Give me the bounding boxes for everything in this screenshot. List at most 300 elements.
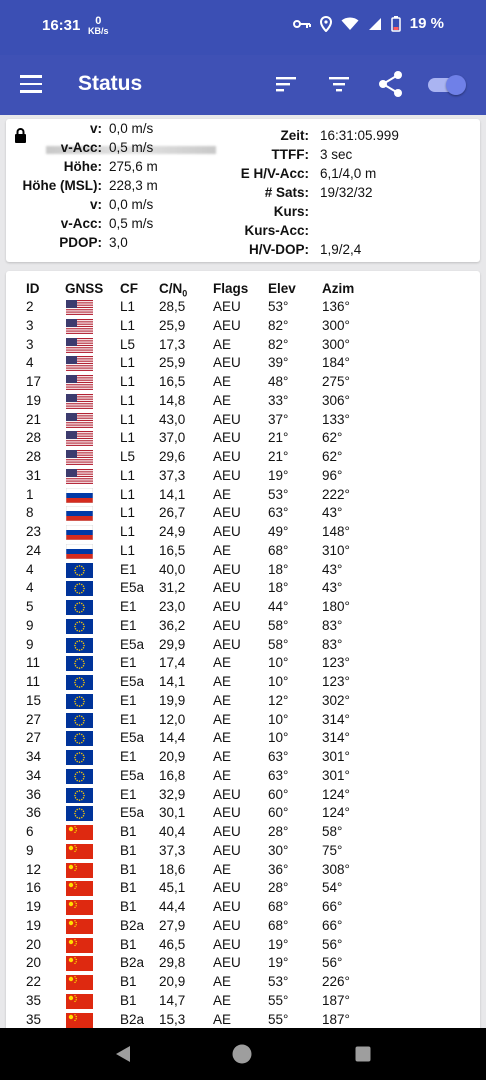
table-row — [6, 804, 480, 823]
cell-azim: 180° — [322, 599, 350, 614]
cell-elev: 21° — [268, 449, 289, 464]
cell-elev: 82° — [268, 336, 289, 352]
cell-azim: 310° — [322, 542, 350, 558]
cell-flags: AEU — [213, 505, 241, 521]
cell-cn0: 29,6 — [159, 449, 186, 464]
table-row — [6, 992, 480, 1011]
cell-cn0: 46,5 — [159, 936, 186, 952]
eu-flag-icon — [66, 750, 93, 765]
cell-cf: L1 — [120, 505, 136, 521]
cell-id: 23 — [26, 524, 42, 539]
cell-cn0: 16,8 — [159, 767, 186, 783]
cell-flags: AEU — [213, 449, 241, 464]
cell-azim: 124° — [322, 786, 350, 802]
col-header-gnss: GNSS — [65, 281, 104, 296]
cell-elev: 82° — [268, 317, 289, 333]
cell-elev: 68° — [268, 899, 289, 914]
cell-azim: 301° — [322, 767, 350, 783]
cell-cn0: 20,9 — [159, 749, 186, 764]
cell-elev: 33° — [268, 392, 289, 408]
signal-icon — [368, 17, 382, 31]
cell-id: 19 — [26, 899, 42, 914]
cell-elev: 68° — [268, 542, 289, 558]
cell-id: 8 — [26, 505, 34, 521]
cell-azim: 83° — [322, 617, 343, 633]
cell-flags: AEU — [213, 561, 241, 577]
cell-flags: AEU — [213, 317, 241, 333]
cell-elev: 30° — [268, 842, 289, 858]
eu-flag-icon — [66, 638, 93, 653]
cell-cf: E1 — [120, 655, 137, 671]
cell-id: 27 — [26, 711, 42, 727]
cell-cn0: 37,0 — [159, 430, 186, 446]
table-row — [6, 504, 480, 523]
table-row — [6, 842, 480, 861]
cell-cf: E5a — [120, 730, 145, 746]
recents-icon[interactable] — [355, 1046, 371, 1062]
cell-id: 11 — [26, 655, 41, 671]
col-header-id: ID — [26, 281, 40, 296]
china-flag-icon — [66, 1013, 93, 1028]
eu-flag-icon — [66, 694, 93, 709]
cell-cf: B2a — [120, 917, 145, 933]
cell-azim: 123° — [322, 655, 350, 671]
status-label: H/V-DOP: — [248, 242, 309, 257]
table-row — [6, 298, 480, 317]
cell-flags: AE — [213, 974, 232, 989]
status-label: # Sats: — [264, 185, 309, 200]
cell-id: 34 — [26, 749, 42, 764]
eu-flag-icon — [66, 619, 93, 634]
russia-flag-icon — [66, 544, 93, 559]
cell-cf: L1 — [120, 374, 136, 389]
eu-flag-icon — [66, 600, 93, 615]
cell-cn0: 32,9 — [159, 786, 186, 802]
cell-cf: E1 — [120, 749, 137, 764]
back-icon[interactable] — [114, 1045, 132, 1063]
cell-elev: 48° — [268, 374, 289, 389]
cell-cf: L1 — [120, 355, 136, 371]
cell-cn0: 45,1 — [159, 880, 186, 896]
cell-id: 36 — [26, 805, 42, 821]
cell-azim: 75° — [322, 842, 343, 858]
cell-cf: L1 — [120, 524, 136, 539]
cell-cn0: 17,3 — [159, 336, 186, 352]
us-flag-icon — [66, 338, 93, 353]
cell-cn0: 23,0 — [159, 599, 186, 614]
battery-icon — [391, 16, 401, 32]
table-row — [6, 561, 480, 580]
status-label: TTFF: — [271, 147, 309, 162]
cell-azim: 58° — [322, 824, 343, 839]
cell-flags: AE — [213, 992, 232, 1008]
net-speed-indicator — [88, 16, 109, 36]
cell-cn0: 14,1 — [159, 674, 186, 689]
system-status-bar — [0, 0, 486, 55]
china-flag-icon — [66, 863, 93, 878]
cell-azim: 54° — [322, 880, 343, 896]
cell-azim: 302° — [322, 692, 350, 708]
cell-cf: L5 — [120, 336, 136, 352]
status-value: 0,5 m/s — [109, 140, 154, 155]
cell-flags: AEU — [213, 936, 241, 952]
cell-azim: 300° — [322, 336, 350, 352]
cell-azim: 314° — [322, 730, 350, 746]
col-header-elev: Elev — [268, 281, 296, 296]
cell-elev: 58° — [268, 617, 289, 633]
cell-azim: 133° — [322, 411, 350, 427]
table-row — [6, 598, 480, 617]
cell-elev: 44° — [268, 599, 289, 614]
status-value: 3 sec — [320, 147, 353, 162]
cell-flags: AE — [213, 711, 232, 727]
cell-elev: 60° — [268, 805, 289, 821]
cell-azim: 187° — [322, 992, 350, 1008]
status-card — [6, 119, 480, 262]
status-value: 16:31:05.999 — [320, 128, 399, 143]
cell-id: 28 — [26, 449, 42, 464]
cell-flags: AE — [213, 655, 232, 671]
cell-elev: 68° — [268, 917, 289, 933]
china-flag-icon — [66, 844, 93, 859]
us-flag-icon — [66, 300, 93, 315]
cell-cn0: 24,9 — [159, 524, 186, 539]
cell-flags: AE — [213, 692, 232, 708]
cell-elev: 36° — [268, 861, 289, 877]
eu-flag-icon — [66, 675, 93, 690]
table-row — [6, 467, 480, 486]
cell-cn0: 27,9 — [159, 917, 186, 933]
cell-flags: AE — [213, 374, 232, 389]
cell-cf: B1 — [120, 824, 137, 839]
cell-elev: 53° — [268, 974, 289, 989]
wifi-icon — [341, 17, 359, 31]
status-label: Höhe: — [63, 159, 102, 174]
status-icons — [293, 15, 444, 32]
us-flag-icon — [66, 356, 93, 371]
cell-flags: AEU — [213, 467, 241, 483]
cell-id: 22 — [26, 974, 42, 989]
cell-azim: 62° — [322, 430, 343, 446]
cell-flags: AEU — [213, 824, 241, 839]
table-row — [6, 373, 480, 392]
status-value: 228,3 m — [109, 178, 158, 193]
cell-flags: AEU — [213, 917, 241, 933]
cell-azim: 187° — [322, 1011, 350, 1027]
cell-flags: AEU — [213, 880, 241, 896]
app-bar — [0, 55, 486, 115]
cell-flags: AE — [213, 486, 232, 502]
eu-flag-icon — [66, 788, 93, 803]
china-flag-icon — [66, 919, 93, 934]
table-row — [6, 486, 480, 505]
cell-elev: 60° — [268, 786, 289, 802]
key-icon — [293, 18, 311, 30]
status-value: 19/32/32 — [320, 185, 373, 200]
cell-id: 16 — [26, 880, 42, 896]
cell-id: 9 — [26, 842, 34, 858]
toggle-switch[interactable] — [428, 75, 466, 95]
us-flag-icon — [66, 431, 93, 446]
table-row — [6, 429, 480, 448]
table-row — [6, 954, 480, 973]
system-navigation-bar — [0, 1028, 486, 1080]
china-flag-icon — [66, 956, 93, 971]
russia-flag-icon — [66, 506, 93, 521]
cell-azim: 96° — [322, 467, 343, 483]
table-row — [6, 729, 480, 748]
cell-flags: AE — [213, 674, 232, 689]
us-flag-icon — [66, 394, 93, 409]
cell-elev: 28° — [268, 880, 289, 896]
cell-id: 35 — [26, 1011, 42, 1027]
cell-azim: 66° — [322, 917, 343, 933]
cell-elev: 19° — [268, 467, 289, 483]
cell-flags: AE — [213, 730, 232, 746]
table-row — [6, 617, 480, 636]
cell-azim: 306° — [322, 392, 350, 408]
status-value: 6,1/4,0 m — [320, 166, 377, 181]
cell-azim: 124° — [322, 805, 350, 821]
table-row — [6, 354, 480, 373]
cell-id: 11 — [26, 674, 41, 689]
cell-id: 35 — [26, 992, 42, 1008]
cell-flags: AEU — [213, 411, 241, 427]
cell-cf: L1 — [120, 299, 136, 314]
cell-cf: L1 — [120, 467, 136, 483]
net-speed-unit: KB/s — [88, 26, 109, 36]
cell-azim: 275° — [322, 374, 350, 389]
cell-cn0: 28,5 — [159, 299, 186, 314]
cell-flags: AE — [213, 392, 232, 408]
status-label: Kurs-Acc: — [244, 223, 309, 238]
table-row — [6, 973, 480, 992]
cell-flags: AEU — [213, 355, 241, 371]
china-flag-icon — [66, 994, 93, 1009]
cell-id: 4 — [26, 580, 34, 596]
table-row — [6, 861, 480, 880]
sort-icon[interactable] — [276, 75, 298, 93]
cell-elev: 53° — [268, 299, 289, 314]
status-value: 0,0 m/s — [109, 121, 154, 136]
cell-cf: B1 — [120, 936, 137, 952]
cell-cf: L1 — [120, 392, 136, 408]
cell-elev: 10° — [268, 655, 289, 671]
cell-id: 27 — [26, 730, 42, 746]
cell-elev: 63° — [268, 767, 289, 783]
cell-cn0: 30,1 — [159, 805, 186, 821]
cell-cf: E1 — [120, 561, 137, 577]
eu-flag-icon — [66, 563, 93, 578]
status-value: 3,0 — [109, 235, 128, 250]
cell-flags: AE — [213, 749, 232, 764]
cell-flags: AEU — [213, 580, 241, 596]
cell-id: 20 — [26, 936, 42, 952]
cell-cn0: 16,5 — [159, 374, 186, 389]
eu-flag-icon — [66, 769, 93, 784]
cell-id: 24 — [26, 542, 42, 558]
cell-id: 2 — [26, 299, 34, 314]
cell-flags: AEU — [213, 430, 241, 446]
cell-id: 1 — [26, 486, 34, 502]
cell-cf: B2a — [120, 955, 145, 971]
share-icon[interactable] — [378, 70, 404, 98]
cell-id: 36 — [26, 786, 42, 802]
cell-azim: 66° — [322, 899, 343, 914]
china-flag-icon — [66, 975, 93, 990]
cell-azim: 148° — [322, 524, 350, 539]
us-flag-icon — [66, 469, 93, 484]
eu-flag-icon — [66, 656, 93, 671]
cell-cn0: 14,7 — [159, 992, 186, 1008]
cell-id: 21 — [26, 411, 42, 427]
us-flag-icon — [66, 413, 93, 428]
table-row — [6, 692, 480, 711]
cell-cf: E1 — [120, 617, 137, 633]
cell-flags: AE — [213, 767, 232, 783]
table-row — [6, 411, 480, 430]
status-value: 1,9/2,4 — [320, 242, 362, 257]
cell-flags: AEU — [213, 786, 241, 802]
cell-azim: 308° — [322, 861, 350, 877]
cell-azim: 314° — [322, 711, 350, 727]
cell-cn0: 15,3 — [159, 1011, 186, 1027]
russia-flag-icon — [66, 525, 93, 540]
home-icon[interactable] — [232, 1044, 252, 1064]
cell-flags: AEU — [213, 805, 241, 821]
cell-cf: B2a — [120, 1011, 145, 1027]
cell-cn0: 29,8 — [159, 955, 186, 971]
cell-flags: AEU — [213, 899, 241, 914]
cell-elev: 10° — [268, 730, 289, 746]
status-label: Kurs: — [273, 204, 309, 219]
cell-flags: AEU — [213, 955, 241, 971]
cell-elev: 19° — [268, 936, 289, 952]
china-flag-icon — [66, 825, 93, 840]
cell-cf: E1 — [120, 711, 137, 727]
cell-elev: 18° — [268, 561, 289, 577]
us-flag-icon — [66, 319, 93, 334]
cell-azim: 300° — [322, 317, 350, 333]
cell-cn0: 18,6 — [159, 861, 186, 877]
cell-cf: L1 — [120, 317, 136, 333]
cell-id: 12 — [26, 861, 42, 877]
filter-icon[interactable] — [329, 75, 351, 93]
table-row — [6, 823, 480, 842]
table-row — [6, 336, 480, 355]
cell-cn0: 44,4 — [159, 899, 186, 914]
location-icon — [320, 16, 332, 32]
cell-cf: E5a — [120, 805, 145, 821]
cell-id: 3 — [26, 336, 34, 352]
us-flag-icon — [66, 450, 93, 465]
table-row — [6, 654, 480, 673]
cell-cf: E5a — [120, 674, 145, 689]
cell-cf: E5a — [120, 767, 145, 783]
cell-azim: 83° — [322, 636, 343, 652]
menu-icon[interactable] — [20, 75, 42, 93]
cell-flags: AEU — [213, 524, 241, 539]
table-row — [6, 1011, 480, 1030]
status-label: v: — [89, 197, 102, 212]
cell-flags: AEU — [213, 636, 241, 652]
cell-elev: 37° — [268, 411, 289, 427]
cell-cf: E1 — [120, 692, 137, 708]
china-flag-icon — [66, 938, 93, 953]
cell-cn0: 43,0 — [159, 411, 186, 427]
table-row — [6, 317, 480, 336]
eu-flag-icon — [66, 581, 93, 596]
cell-id: 19 — [26, 917, 42, 933]
cell-azim: 222° — [322, 486, 350, 502]
china-flag-icon — [66, 900, 93, 915]
cell-cn0: 25,9 — [159, 317, 186, 333]
cell-elev: 19° — [268, 955, 289, 971]
status-label: v-Acc: — [60, 140, 102, 155]
cell-elev: 10° — [268, 711, 289, 727]
eu-flag-icon — [66, 731, 93, 746]
cell-cf: E5a — [120, 636, 145, 652]
table-row — [6, 579, 480, 598]
lock-icon — [14, 128, 27, 143]
cell-cf: E5a — [120, 580, 145, 596]
cell-id: 5 — [26, 599, 34, 614]
cell-cf: L1 — [120, 542, 136, 558]
cell-id: 19 — [26, 392, 42, 408]
cell-cf: E1 — [120, 786, 137, 802]
cell-cf: B1 — [120, 861, 137, 877]
table-row — [6, 636, 480, 655]
cell-cn0: 36,2 — [159, 617, 186, 633]
cell-id: 15 — [26, 692, 42, 708]
cell-cn0: 14,8 — [159, 392, 186, 408]
cell-elev: 55° — [268, 992, 289, 1008]
table-row — [6, 879, 480, 898]
cell-id: 28 — [26, 430, 42, 446]
cell-cn0: 12,0 — [159, 711, 186, 727]
net-speed-value: 0 — [95, 15, 102, 27]
cell-cf: L1 — [120, 486, 136, 502]
cell-cn0: 14,1 — [159, 486, 186, 502]
status-label: Höhe (MSL): — [22, 178, 102, 193]
cell-flags: AE — [213, 861, 232, 877]
cell-cf: B1 — [120, 974, 137, 989]
table-row — [6, 748, 480, 767]
cn0-subscript: 0 — [182, 288, 188, 299]
table-row — [6, 786, 480, 805]
cell-cn0: 16,5 — [159, 542, 186, 558]
cell-elev: 39° — [268, 355, 289, 371]
cell-cn0: 40,0 — [159, 561, 186, 577]
us-flag-icon — [66, 375, 93, 390]
cell-flags: AEU — [213, 599, 241, 614]
cell-elev: 21° — [268, 430, 289, 446]
eu-flag-icon — [66, 713, 93, 728]
cell-flags: AE — [213, 1011, 232, 1027]
cell-flags: AE — [213, 336, 232, 352]
cell-cn0: 31,2 — [159, 580, 186, 596]
cell-cf: B1 — [120, 842, 137, 858]
cell-elev: 12° — [268, 692, 289, 708]
page-title: Status — [78, 72, 143, 95]
cell-id: 4 — [26, 355, 34, 371]
cell-cn0: 37,3 — [159, 842, 186, 858]
cell-cf: B1 — [120, 992, 137, 1008]
cell-azim: 301° — [322, 749, 350, 764]
status-label: Zeit: — [280, 128, 309, 143]
cell-cf: L5 — [120, 449, 136, 464]
cell-cn0: 17,4 — [159, 655, 186, 671]
